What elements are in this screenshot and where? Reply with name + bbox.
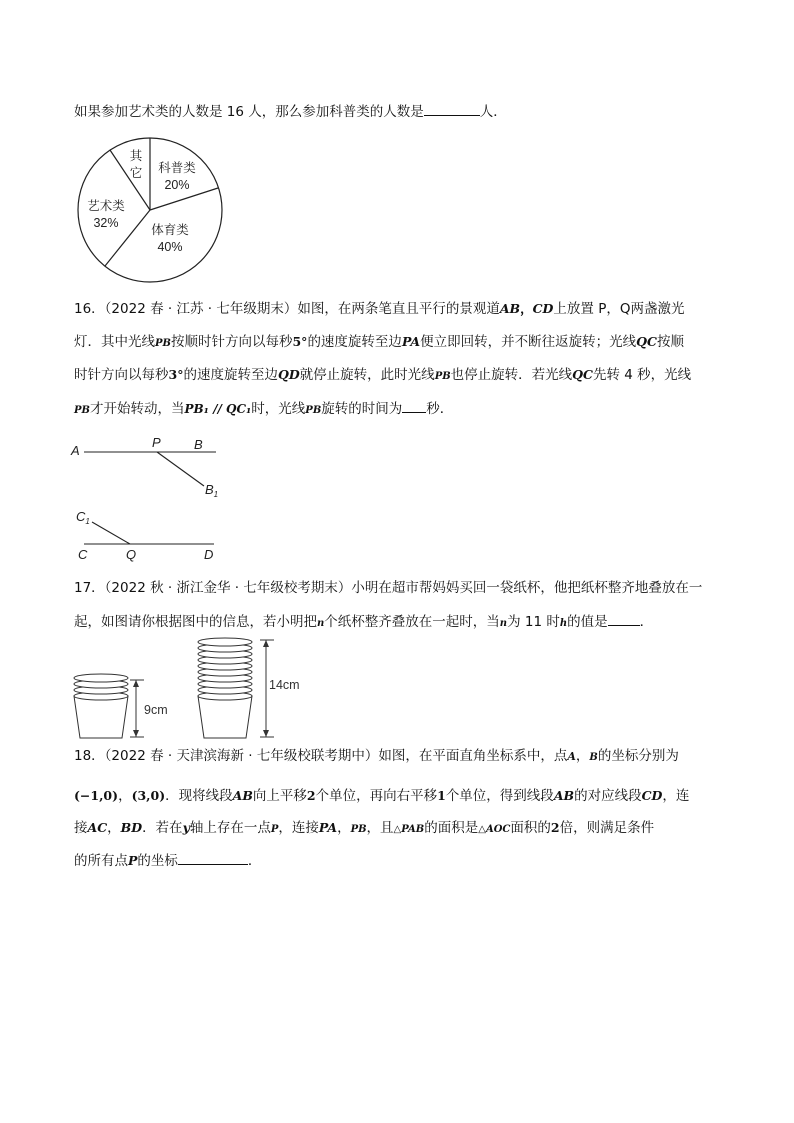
q16-text: 按顺 [656,334,684,350]
q15-text-a: 如果参加艺术类的人数是 16 人，那么参加科普类的人数是 [74,104,424,120]
q18-text: 接 [74,820,88,836]
answer-blank[interactable] [178,850,248,865]
pie-label-science: 科普类 [158,161,196,175]
large-cup-body [198,696,252,738]
ray-pb1 [157,452,204,486]
math-n: n [317,618,325,629]
q18-text: 18．（2022 春 · 天津滨海新 · 七年级校联考期中）如图，在平面直角坐标系中，点 [74,748,568,764]
q18-text: ， [118,788,132,804]
label-c1: $C_1$ [76,509,90,526]
math-b: B [589,752,598,763]
math-cd: CD [532,301,554,316]
q18-text: 的所有点 [74,853,128,869]
q16-text: 16．（2022 春 · 江苏 · 七年级期末）如图，在两条笔直且平行的景观道 [74,301,500,317]
q16-text: 的速度旋转至边 [307,334,402,350]
q16-text: 上放置 P，Q两盏激光 [553,301,685,317]
arrow-icon [133,680,139,687]
answer-blank[interactable] [608,611,640,626]
q18-text: ，连接 [278,820,319,836]
math-p: P [128,853,138,868]
math-parallel-condition: PB₁ // QC₁ [184,402,252,416]
q18-text: 的对应线段 [574,788,642,804]
q17-text: 为 11 时 [507,614,560,630]
answer-blank[interactable] [402,398,426,413]
q17-line-2 [74,611,653,634]
q16-line-4 [74,398,453,421]
pie-pct-sport: 40% [157,240,183,254]
q15-text-b: 人． [479,104,507,120]
answer-blank[interactable] [424,101,480,116]
q16-text: 便立即回转，并不断往返旋转；光线 [420,334,637,350]
math-pb: PB [350,824,367,835]
small-cup-body [74,696,128,738]
q16-line-3 [74,365,691,387]
pie-chart [72,136,230,286]
small-cup-rim [74,674,128,682]
math-qd: QD [277,367,300,382]
math-triangle-aoc: △AOC [478,824,511,835]
fig17-cups [66,636,316,742]
math-n: n [499,618,508,629]
q18-text: 的坐标分别为 [597,748,679,764]
q18-text: ， [337,820,351,836]
q17-text: 的值是 [567,614,608,630]
label-b: B [194,437,203,452]
pie-label-other-2: 它 [129,166,143,180]
math-ab: AB [499,301,521,316]
q16-text: 先转 4 秒，光线 [593,367,692,383]
math-qc: QC [572,367,594,382]
q18-text: ，连 [662,788,690,804]
math-ab: AB [232,788,253,803]
math-2: 2 [306,788,316,803]
label-p: P [152,435,161,450]
math-pa: PA [401,334,421,349]
label-q: Q [126,547,137,562]
math-cd: CD [641,788,663,803]
math-2: 2 [550,820,560,835]
math-h: h [559,618,568,629]
math-a: A [567,750,576,763]
q17-text: 17．（2022 秋 · 浙江金华 · 七年级校考期末）小明在超市帮妈妈买回一袋纸杯，他把纸杯整齐地叠放在一 [74,580,703,596]
q16-line-1 [74,299,684,319]
math-y: y [182,820,190,835]
q18-line-2 [74,786,689,806]
label-a: A [71,443,80,458]
pie-label-sport: 体育类 [151,223,189,237]
pie-pct-art: 32% [93,216,119,230]
q18-text: ， [107,820,121,836]
q18-text: 向上平移 [252,788,307,804]
label-14cm: 14cm [269,678,300,692]
q18-line-3 [74,818,654,840]
math-pb: PB [434,371,451,382]
q17-text: ． [639,614,654,630]
q16-text: 的速度旋转至边 [183,367,278,383]
math-ac: AC [87,820,108,835]
q18-text: 的面积是 [424,820,479,836]
q16-text: 时，光线 [251,401,306,417]
q18-text: 个单位，得到线段 [445,788,554,804]
q18-text: 轴上存在一点 [189,820,271,836]
large-cup-rim [198,638,252,646]
q16-text: 按顺时针方向以每秒 [170,334,293,350]
math-pb: PB [74,405,90,416]
pie-pct-science: 20% [164,178,190,192]
q16-line-2 [74,332,684,354]
q18-line-1 [74,746,679,768]
pie-label-art: 艺术类 [87,199,125,213]
math-sep: ， [520,301,533,316]
q16-text: 也停止旋转．若光线 [450,367,573,383]
q18-text: ． [247,853,262,869]
q18-text: 倍，则满足条件 [559,820,655,836]
ray-qc1 [92,522,130,544]
math-5deg: 5° [292,334,308,349]
math-ab: AB [553,788,575,803]
math-p: P [270,824,279,835]
q16-text: 就停止旋转，此时光线 [299,367,435,383]
q18-text: ．现将线段 [165,788,233,804]
q17-text: 起，如图请你根据图中的信息，若小明把 [74,614,317,630]
pie-label-other-1: 其 [129,149,143,163]
math-triangle-pab: △PAB [393,824,425,835]
label-c: C [78,547,88,562]
q16-text: 秒． [426,401,454,417]
q18-text: 面积的 [510,820,551,836]
math-point-b: (3,0) [131,788,166,803]
q18-text: ．若在 [142,820,183,836]
math-point-a: (−1,0) [74,788,119,803]
q16-text: 旋转的时间为 [321,401,403,417]
q18-text: 个单位，再向右平移 [315,788,438,804]
label-d: D [204,547,214,562]
math-3deg: 3° [168,367,184,382]
q18-line-4 [74,850,261,871]
q18-text: 的坐标 [137,853,178,869]
math-1: 1 [437,788,446,803]
math-qc: QC [636,334,657,349]
arrow-icon [263,640,269,647]
arrow-icon [133,730,139,737]
label-9cm: 9cm [144,703,168,717]
q17-line-1 [74,578,702,598]
q18-text: ，且 [366,820,394,836]
label-b1: $B_1$ [205,482,219,499]
q17-text: 个纸杯整齐叠放在一起时，当 [324,614,500,630]
math-pb: PB [155,338,171,349]
fig16-geometry [66,432,236,564]
q15-text [74,101,507,122]
math-bd: BD [120,820,143,835]
math-pb: PB [305,405,322,416]
q18-text: ， [575,748,590,764]
q16-text: 灯．其中光线 [74,334,155,350]
math-pa: PA [318,820,338,835]
arrow-icon [263,730,269,737]
q16-text: 时针方向以每秒 [74,367,169,383]
q16-text: 才开始转动，当 [89,401,185,417]
